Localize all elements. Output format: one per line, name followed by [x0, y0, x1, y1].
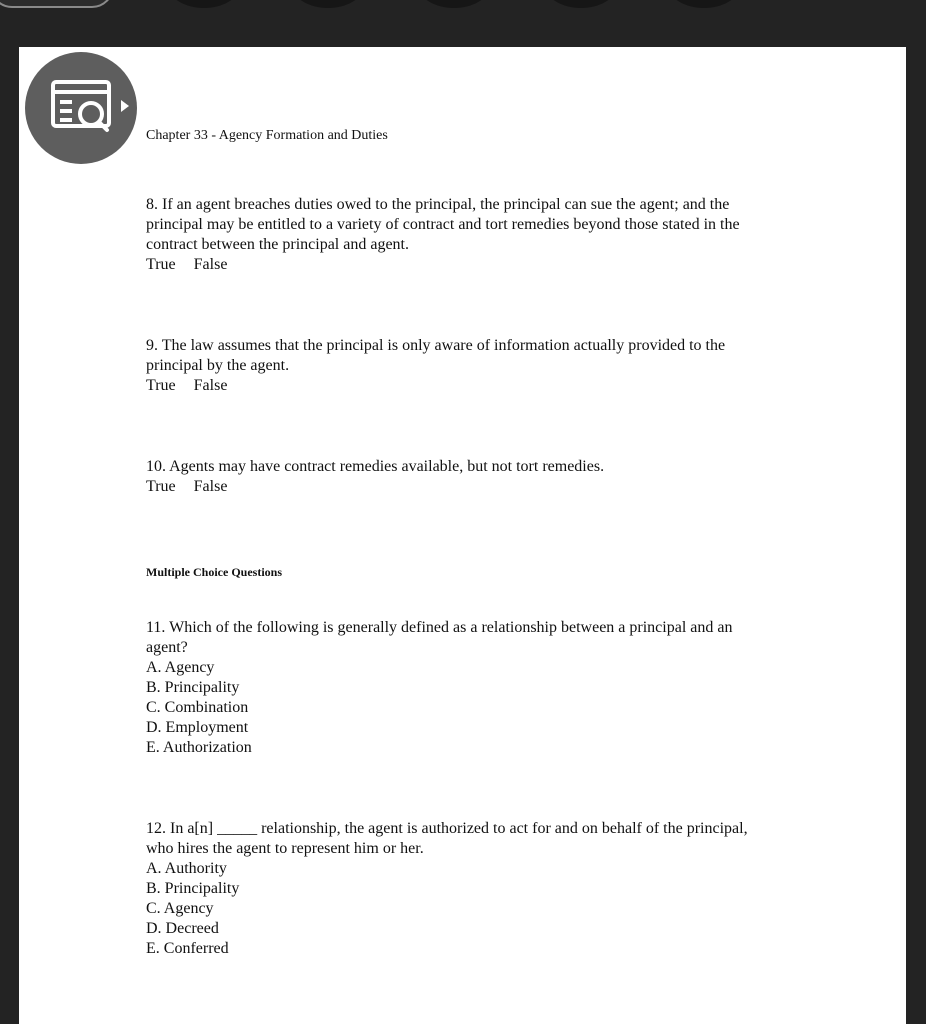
false-option: False: [193, 256, 228, 273]
question-9-answers: [146, 376, 227, 396]
question-11-line-2: agent?: [146, 639, 188, 656]
question-11-option-c: C. Combination: [146, 699, 249, 716]
question-8-line-3: contract between the principal and agent.: [146, 236, 409, 253]
question-9-line-2: principal by the agent.: [146, 357, 290, 374]
top-bar: [0, 0, 926, 47]
question-9-line-1: 9. The law assumes that the principal is only aware of information actually provided to the: [146, 337, 726, 354]
question-12-option-b: B. Principality: [146, 880, 240, 897]
false-option: False: [193, 377, 228, 394]
toolbar-button-3[interactable]: [418, 0, 490, 8]
question-12-line-2: who hires the agent to represent him or her.: [146, 840, 424, 857]
section-heading-multiple-choice: Multiple Choice Questions: [146, 565, 283, 579]
question-10-line-1: 10. Agents may have contract remedies available, but not tort remedies.: [146, 458, 605, 475]
question-12-option-d: D. Decreed: [146, 920, 219, 937]
scan-button[interactable]: [25, 52, 137, 164]
true-option: True: [146, 256, 176, 273]
question-12-option-e: E. Conferred: [146, 940, 229, 957]
false-option: False: [193, 478, 228, 495]
question-12-option-c: C. Agency: [146, 900, 214, 917]
question-12-line-1: 12. In a[n] _____ relationship, the agent is authorized to act for and on behalf of the principal,: [146, 820, 748, 837]
toolbar-button-1[interactable]: [168, 0, 240, 8]
toolbar-button-2[interactable]: [292, 0, 364, 8]
toolbar-button-5[interactable]: [668, 0, 740, 8]
question-11-option-e: E. Authorization: [146, 739, 252, 756]
toolbar-button-4[interactable]: [545, 0, 617, 8]
question-8-line-1: 8. If an agent breaches duties owed to the principal, the principal can sue the agent; and the: [146, 196, 730, 213]
document-search-icon: [25, 52, 137, 164]
question-12-option-a: A. Authority: [146, 860, 227, 877]
question-8-answers: [146, 255, 227, 275]
true-option: True: [146, 478, 176, 495]
question-8-line-2: principal may be entitled to a variety of contract and tort remedies beyond those stated in the: [146, 216, 740, 233]
chapter-title: Chapter 33 - Agency Formation and Duties: [146, 128, 388, 143]
question-10-answers: [146, 477, 227, 497]
true-option: True: [146, 377, 176, 394]
question-11-line-1: 11. Which of the following is generally defined as a relationship between a principal and an: [146, 619, 733, 636]
question-11-option-a: A. Agency: [146, 659, 215, 676]
question-11-option-b: B. Principality: [146, 679, 240, 696]
question-11-option-d: D. Employment: [146, 719, 249, 736]
tab-pill[interactable]: [0, 0, 114, 8]
